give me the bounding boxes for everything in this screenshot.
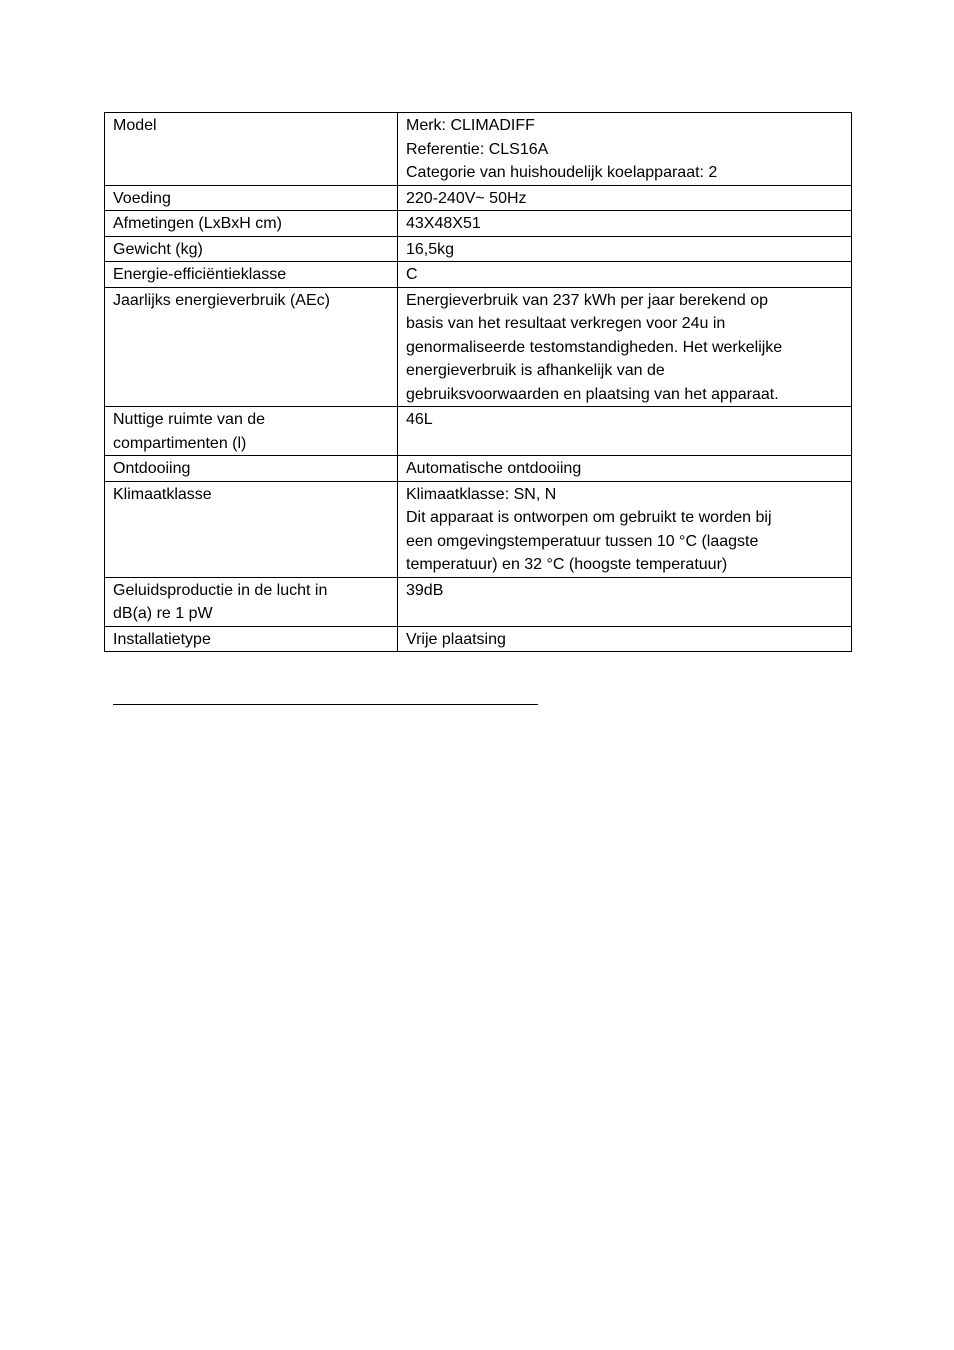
table-row [105, 407, 852, 456]
spec-label: Voeding [105, 185, 398, 211]
spec-value: 46L [398, 407, 852, 456]
spec-value: Vrije plaatsing [398, 626, 852, 652]
table-row [105, 236, 852, 262]
spec-label: Installatietype [105, 626, 398, 652]
table-row [105, 577, 852, 626]
table-row [105, 113, 852, 186]
table-row [105, 456, 852, 482]
spec-value: 43X48X51 [398, 211, 852, 237]
spec-table [104, 112, 852, 652]
table-row [105, 481, 852, 577]
spec-value: 220-240V~ 50Hz [398, 185, 852, 211]
spec-label: Jaarlijks energieverbruik (AEc) [105, 287, 398, 407]
table-row [105, 185, 852, 211]
spec-label: Gewicht (kg) [105, 236, 398, 262]
spec-value: 16,5kg [398, 236, 852, 262]
spec-value: Energieverbruik van 237 kWh per jaar berekend op basis van het resultaat verkregen voor 24u in genormaliseerde testomstandigheden. Het werkelijke energieverbruik is afhankelijk van de gebruiksvoorwaarden en plaatsing van het apparaat. [398, 287, 852, 407]
spec-label: Nuttige ruimte van de compartimenten (l) [105, 407, 398, 456]
spec-label: Energie-efficiëntieklasse [105, 262, 398, 288]
spec-value: 39dB [398, 577, 852, 626]
spec-value: Klimaatklasse: SN, N Dit apparaat is ontworpen om gebruikt te worden bij een omgevingstemperatuur tussen 10 °C (laagste temperatuur) en 32 °C (hoogste temperatuur) [398, 481, 852, 577]
spec-label: Klimaatklasse [105, 481, 398, 577]
table-row [105, 287, 852, 407]
spec-label: Geluidsproductie in de lucht in dB(a) re 1 pW [105, 577, 398, 626]
spec-label: Ontdooiing [105, 456, 398, 482]
spec-label: Afmetingen (LxBxH cm) [105, 211, 398, 237]
spec-value: Merk: CLIMADIFF Referentie: CLS16A Categorie van huishoudelijk koelapparaat: 2 [398, 113, 852, 186]
footnote-separator [113, 704, 538, 705]
spec-value: C [398, 262, 852, 288]
table-row [105, 262, 852, 288]
spec-label: Model [105, 113, 398, 186]
table-row [105, 211, 852, 237]
spec-value: Automatische ontdooiing [398, 456, 852, 482]
table-row [105, 626, 852, 652]
